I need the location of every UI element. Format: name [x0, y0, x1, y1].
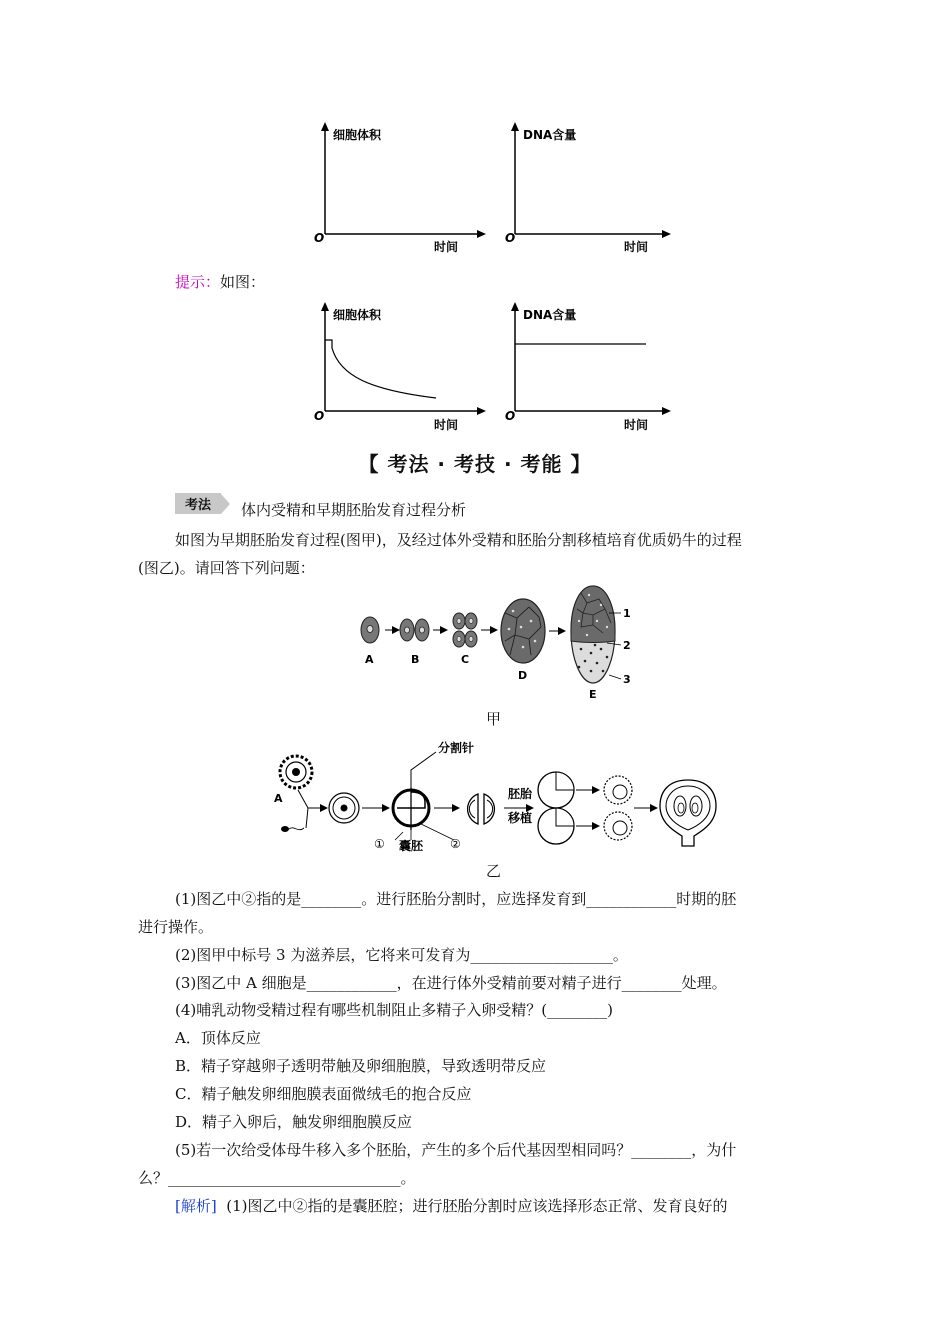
blank-graphs [300, 118, 680, 260]
label-e: E [589, 688, 597, 701]
analysis-label: [解析] [175, 1197, 217, 1215]
label-nangpei: 囊胚 [399, 839, 424, 853]
stage-b-two-cell [400, 619, 429, 641]
analysis-line [175, 1196, 728, 1216]
blank-origin-1: O [314, 231, 325, 245]
answer-origin-2: O [505, 409, 516, 423]
label-3: 3 [623, 673, 631, 686]
answer-ylabel-2: DNA含量 [523, 308, 577, 322]
label-circle-2: ② [450, 837, 461, 851]
stage-e-blastocyst [571, 586, 621, 683]
label-circle-1: ① [374, 837, 385, 851]
figure-yi [268, 732, 728, 858]
question-1-line-1: (1)图乙中②指的是________。进行胚胎分割时，应选择发育到____________时期的胚 [175, 890, 737, 908]
hint-label: 提示： [175, 273, 221, 291]
blank-origin-2: O [505, 231, 516, 245]
blank-graph-dna [505, 122, 671, 254]
label-a-cell: A [274, 792, 283, 805]
question-4: (4)哺乳动物受精过程有哪些机制阻止多精子入卵受精？(________) [175, 1001, 613, 1019]
caption-jia: 甲 [486, 710, 502, 728]
zygote [329, 793, 359, 823]
uterus-with-twins [660, 780, 716, 846]
figure-jia [345, 583, 665, 705]
implanting-embryos [604, 776, 632, 840]
blank-xlabel-1: 时间 [434, 240, 459, 254]
intro-line-1: 如图为早期胚胎发育过程(图甲)，及经过体外受精和胚胎分割移植培育优质奶牛的过程 [175, 531, 742, 549]
question-3: (3)图乙中 A 细胞是____________，在进行体外受精前要对精子进行________处理。 [175, 974, 727, 992]
intro-line-2: (图乙)。请回答下列问题： [138, 559, 315, 577]
label-1: 1 [623, 607, 631, 620]
stage-d-morula [501, 599, 545, 663]
split-embryos [468, 794, 495, 824]
question-2: (2)图甲中标号 3 为滋养层，它将来可发育为___________________。 [175, 946, 628, 964]
answer-ylabel-1: 细胞体积 [333, 308, 382, 322]
label-needle: 分割针 [438, 741, 475, 755]
label-transfer-1: 胚胎 [508, 787, 533, 801]
option-c: C．精子触发卵细胞膜表面微绒毛的抱合反应 [175, 1085, 472, 1103]
caption-yi: 乙 [486, 862, 502, 880]
method-tag-label: 考法 [175, 493, 221, 514]
option-b: B．精子穿越卵子透明带触及卵细胞膜，导致透明带反应 [175, 1057, 547, 1075]
cell-volume-curve [325, 340, 436, 398]
label-c: C [461, 653, 470, 666]
blank-xlabel-2: 时间 [624, 240, 649, 254]
blank-graph-cell-volume [314, 122, 486, 254]
blastocyst [393, 788, 429, 830]
needle-line [411, 752, 436, 788]
analysis-text: (1)图乙中②指的是囊胚腔；进行胚胎分割时应该选择形态正常、发育良好的 [226, 1197, 728, 1215]
question-5-line-1: (5)若一次给受体母牛移入多个胚胎，产生的多个后代基因型相同吗？________，为什 [175, 1141, 737, 1159]
hint-text: 如图： [220, 273, 266, 291]
tag-arrow-icon [221, 494, 230, 514]
answer-origin-1: O [314, 409, 325, 423]
answer-graphs [300, 298, 680, 440]
method-tag [175, 493, 230, 514]
answer-xlabel-2: 时间 [624, 418, 649, 432]
stage-c-four-cell [453, 613, 477, 647]
label-b: B [411, 653, 420, 666]
answer-xlabel-1: 时间 [434, 418, 459, 432]
question-5-line-2: 么？_______________________________。 [138, 1169, 416, 1187]
label-transfer-2: 移植 [508, 811, 533, 825]
oocyte-a [280, 756, 312, 788]
answer-graph-cell-volume [314, 302, 486, 432]
question-1-line-2: 进行操作。 [138, 918, 214, 936]
option-d: D．精子入卵后，触发卵细胞膜反应 [175, 1113, 413, 1131]
stage-a-zygote [361, 617, 379, 643]
hint-line [175, 272, 265, 292]
label-d: D [518, 669, 528, 682]
option-a: A．顶体反应 [175, 1029, 261, 1047]
blank-ylabel-1: 细胞体积 [333, 128, 382, 142]
blank-ylabel-2: DNA含量 [523, 128, 577, 142]
label-2: 2 [623, 639, 631, 652]
sperm-icon [281, 826, 304, 832]
method-title: 体内受精和早期胚胎发育过程分析 [241, 501, 467, 519]
label-a: A [365, 653, 374, 666]
answer-graph-dna [505, 302, 671, 432]
transferred-embryos [538, 772, 574, 844]
section-title: 【 考法 · 考技 · 考能 】 [358, 452, 592, 476]
